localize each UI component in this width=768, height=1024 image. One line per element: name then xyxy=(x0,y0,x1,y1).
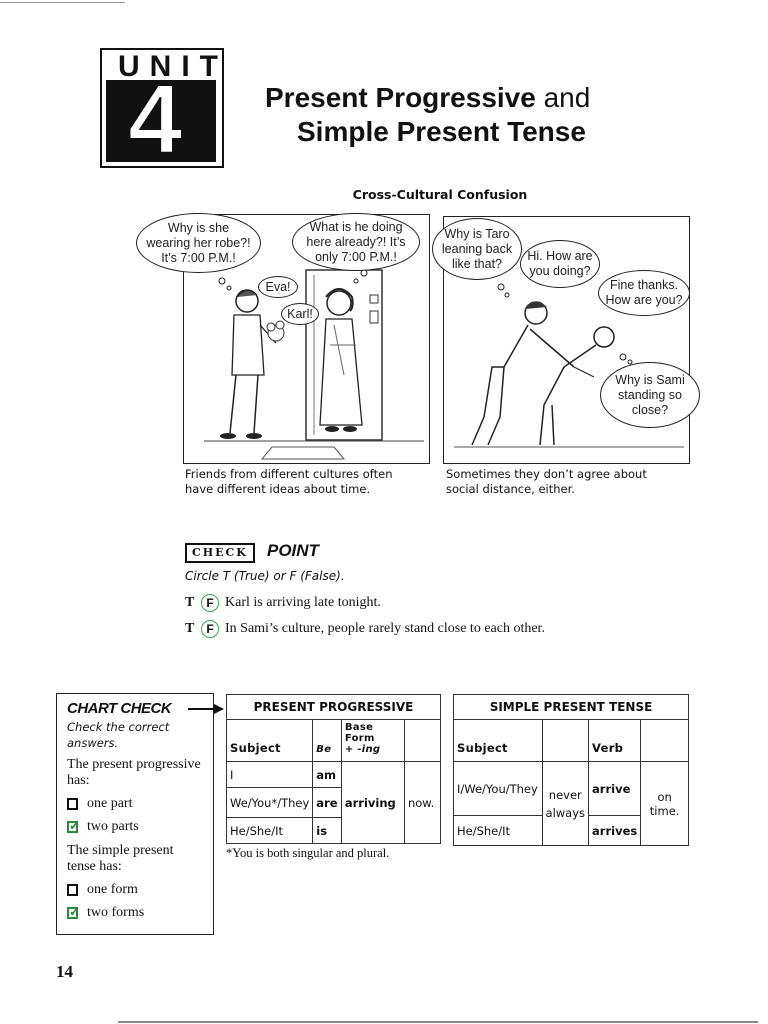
col-subject: Subject xyxy=(454,720,543,762)
bubble-line: standing so xyxy=(618,387,682,402)
check-badge: CHECK xyxy=(185,543,255,563)
table-cell: is xyxy=(313,818,342,844)
checkbox-icon[interactable] xyxy=(67,798,78,810)
simple-present-table xyxy=(453,694,689,846)
table-title: SIMPLE PRESENT TENSE xyxy=(454,695,689,720)
bubble-line: you doing? xyxy=(529,264,591,278)
col-time xyxy=(641,720,689,762)
caption-line: social distance, either. xyxy=(446,482,575,496)
col-be: Be xyxy=(313,720,342,762)
table-cell: arrives xyxy=(589,816,641,846)
option-label: one part xyxy=(87,796,133,811)
comic-title: Cross-Cultural Confusion xyxy=(352,187,528,202)
checkbox-checked-icon[interactable] xyxy=(67,821,78,833)
present-progressive-table xyxy=(226,694,441,844)
bubble-line: Why is Sami xyxy=(615,372,685,387)
true-option[interactable]: T xyxy=(185,621,195,636)
check-point-label: POINT xyxy=(267,541,319,560)
bubble-line: Hi. How are xyxy=(527,249,593,263)
caption-line: have different ideas about time. xyxy=(185,482,371,496)
bubble-line: It’s 7:00 P.M.! xyxy=(161,250,236,265)
speech-bubble-eva: Eva! xyxy=(258,276,298,298)
bubble-line: here already?! It’s xyxy=(306,234,406,249)
table-cell-time: now. xyxy=(404,762,440,844)
bubble-line: Why is Taro xyxy=(444,226,510,241)
false-option-circled[interactable]: F xyxy=(201,594,219,612)
table-cell: am xyxy=(313,762,342,788)
top-rule xyxy=(0,2,125,3)
thought-bubble-taro xyxy=(600,362,700,428)
page-title-line1 xyxy=(265,82,590,114)
col-adverb xyxy=(542,720,589,762)
bubble-line: How are you? xyxy=(605,293,683,307)
table-cell: I/We/You/They xyxy=(454,762,543,816)
chart-check-box xyxy=(56,693,214,935)
bubble-line: Why is she xyxy=(167,220,230,235)
footnote: *You is both singular and plural. xyxy=(226,846,390,860)
tf-statement: In Sami’s culture, people rarely stand close to each other. xyxy=(225,621,545,636)
bubble-line: What is he doing xyxy=(309,219,403,234)
ing-label: + -ing xyxy=(344,744,381,755)
chart-check-title: CHART CHECK xyxy=(67,700,172,717)
table-cell-adverbs xyxy=(542,762,589,846)
bubble-line: only 7:00 P.M.! xyxy=(315,249,397,264)
col-verb: Verb xyxy=(589,720,641,762)
col-time xyxy=(404,720,440,762)
true-option[interactable]: T xyxy=(185,595,195,610)
pointer-arrow-icon xyxy=(188,703,224,715)
base-form-label: Base Form xyxy=(344,722,375,744)
bubble-line: like that? xyxy=(451,256,502,271)
table-cell-time: on time. xyxy=(641,762,689,846)
table-cell: arrive xyxy=(589,762,641,816)
check-instruction: Circle T (True) or F (False). xyxy=(185,569,345,583)
page-title-line2: Simple Present Tense xyxy=(297,116,586,147)
option-two-parts[interactable] xyxy=(67,819,203,835)
table-cell: are xyxy=(313,788,342,818)
thought-bubble-sami xyxy=(432,218,522,280)
caption-line: Friends from different cultures often xyxy=(185,467,393,481)
tf-item-2 xyxy=(185,620,545,638)
chart-check-instruction: Check the correct answers. xyxy=(67,720,170,750)
chart-check-question-1: The present progressive has: xyxy=(67,757,201,788)
table-cell: I xyxy=(227,762,313,788)
table-cell: He/She/It xyxy=(454,816,543,846)
checkbox-checked-icon[interactable] xyxy=(67,907,78,919)
option-label: two forms xyxy=(87,905,145,920)
unit-label: UNIT xyxy=(118,50,228,83)
speech-bubble-sami xyxy=(520,240,600,288)
false-option-circled[interactable]: F xyxy=(201,620,219,638)
bubble-line: close? xyxy=(631,402,669,417)
title-plain: and xyxy=(535,82,591,113)
tf-item-1 xyxy=(185,594,381,612)
adverb-always: always xyxy=(545,805,586,820)
col-subject: Subject xyxy=(227,720,313,762)
caption-line: Sometimes they don’t agree about xyxy=(446,467,647,481)
bubble-line: leaning back xyxy=(441,241,513,256)
table-cell-verb: arriving xyxy=(341,762,404,844)
table-cell: We/You*/They xyxy=(227,788,313,818)
title-bold: Present Progressive xyxy=(265,82,536,113)
option-label: one form xyxy=(87,882,138,897)
unit-number: 4 xyxy=(128,64,183,174)
bottom-rule xyxy=(118,1021,758,1023)
option-one-form[interactable] xyxy=(67,882,203,898)
adverb-never: never xyxy=(548,787,582,802)
table-title: PRESENT PROGRESSIVE xyxy=(227,695,441,720)
speech-bubble-karl: Karl! xyxy=(281,303,319,325)
table-cell: He/She/It xyxy=(227,818,313,844)
speech-bubble-taro xyxy=(598,270,690,316)
thought-bubble-eva xyxy=(292,213,420,271)
caption-left xyxy=(185,467,392,497)
thought-bubble-karl xyxy=(136,213,261,273)
option-two-forms[interactable] xyxy=(67,905,203,921)
caption-right xyxy=(446,467,647,497)
checkbox-icon[interactable] xyxy=(67,884,78,896)
bubble-line: wearing her robe?! xyxy=(146,235,251,250)
chart-check-question-2: The simple present tense has: xyxy=(67,843,174,874)
option-one-part[interactable] xyxy=(67,796,203,812)
col-base-form xyxy=(341,720,404,762)
tf-statement: Karl is arriving late tonight. xyxy=(225,595,381,610)
page-number: 14 xyxy=(56,962,73,981)
option-label: two parts xyxy=(87,819,139,834)
bubble-line: Fine thanks. xyxy=(609,278,679,292)
